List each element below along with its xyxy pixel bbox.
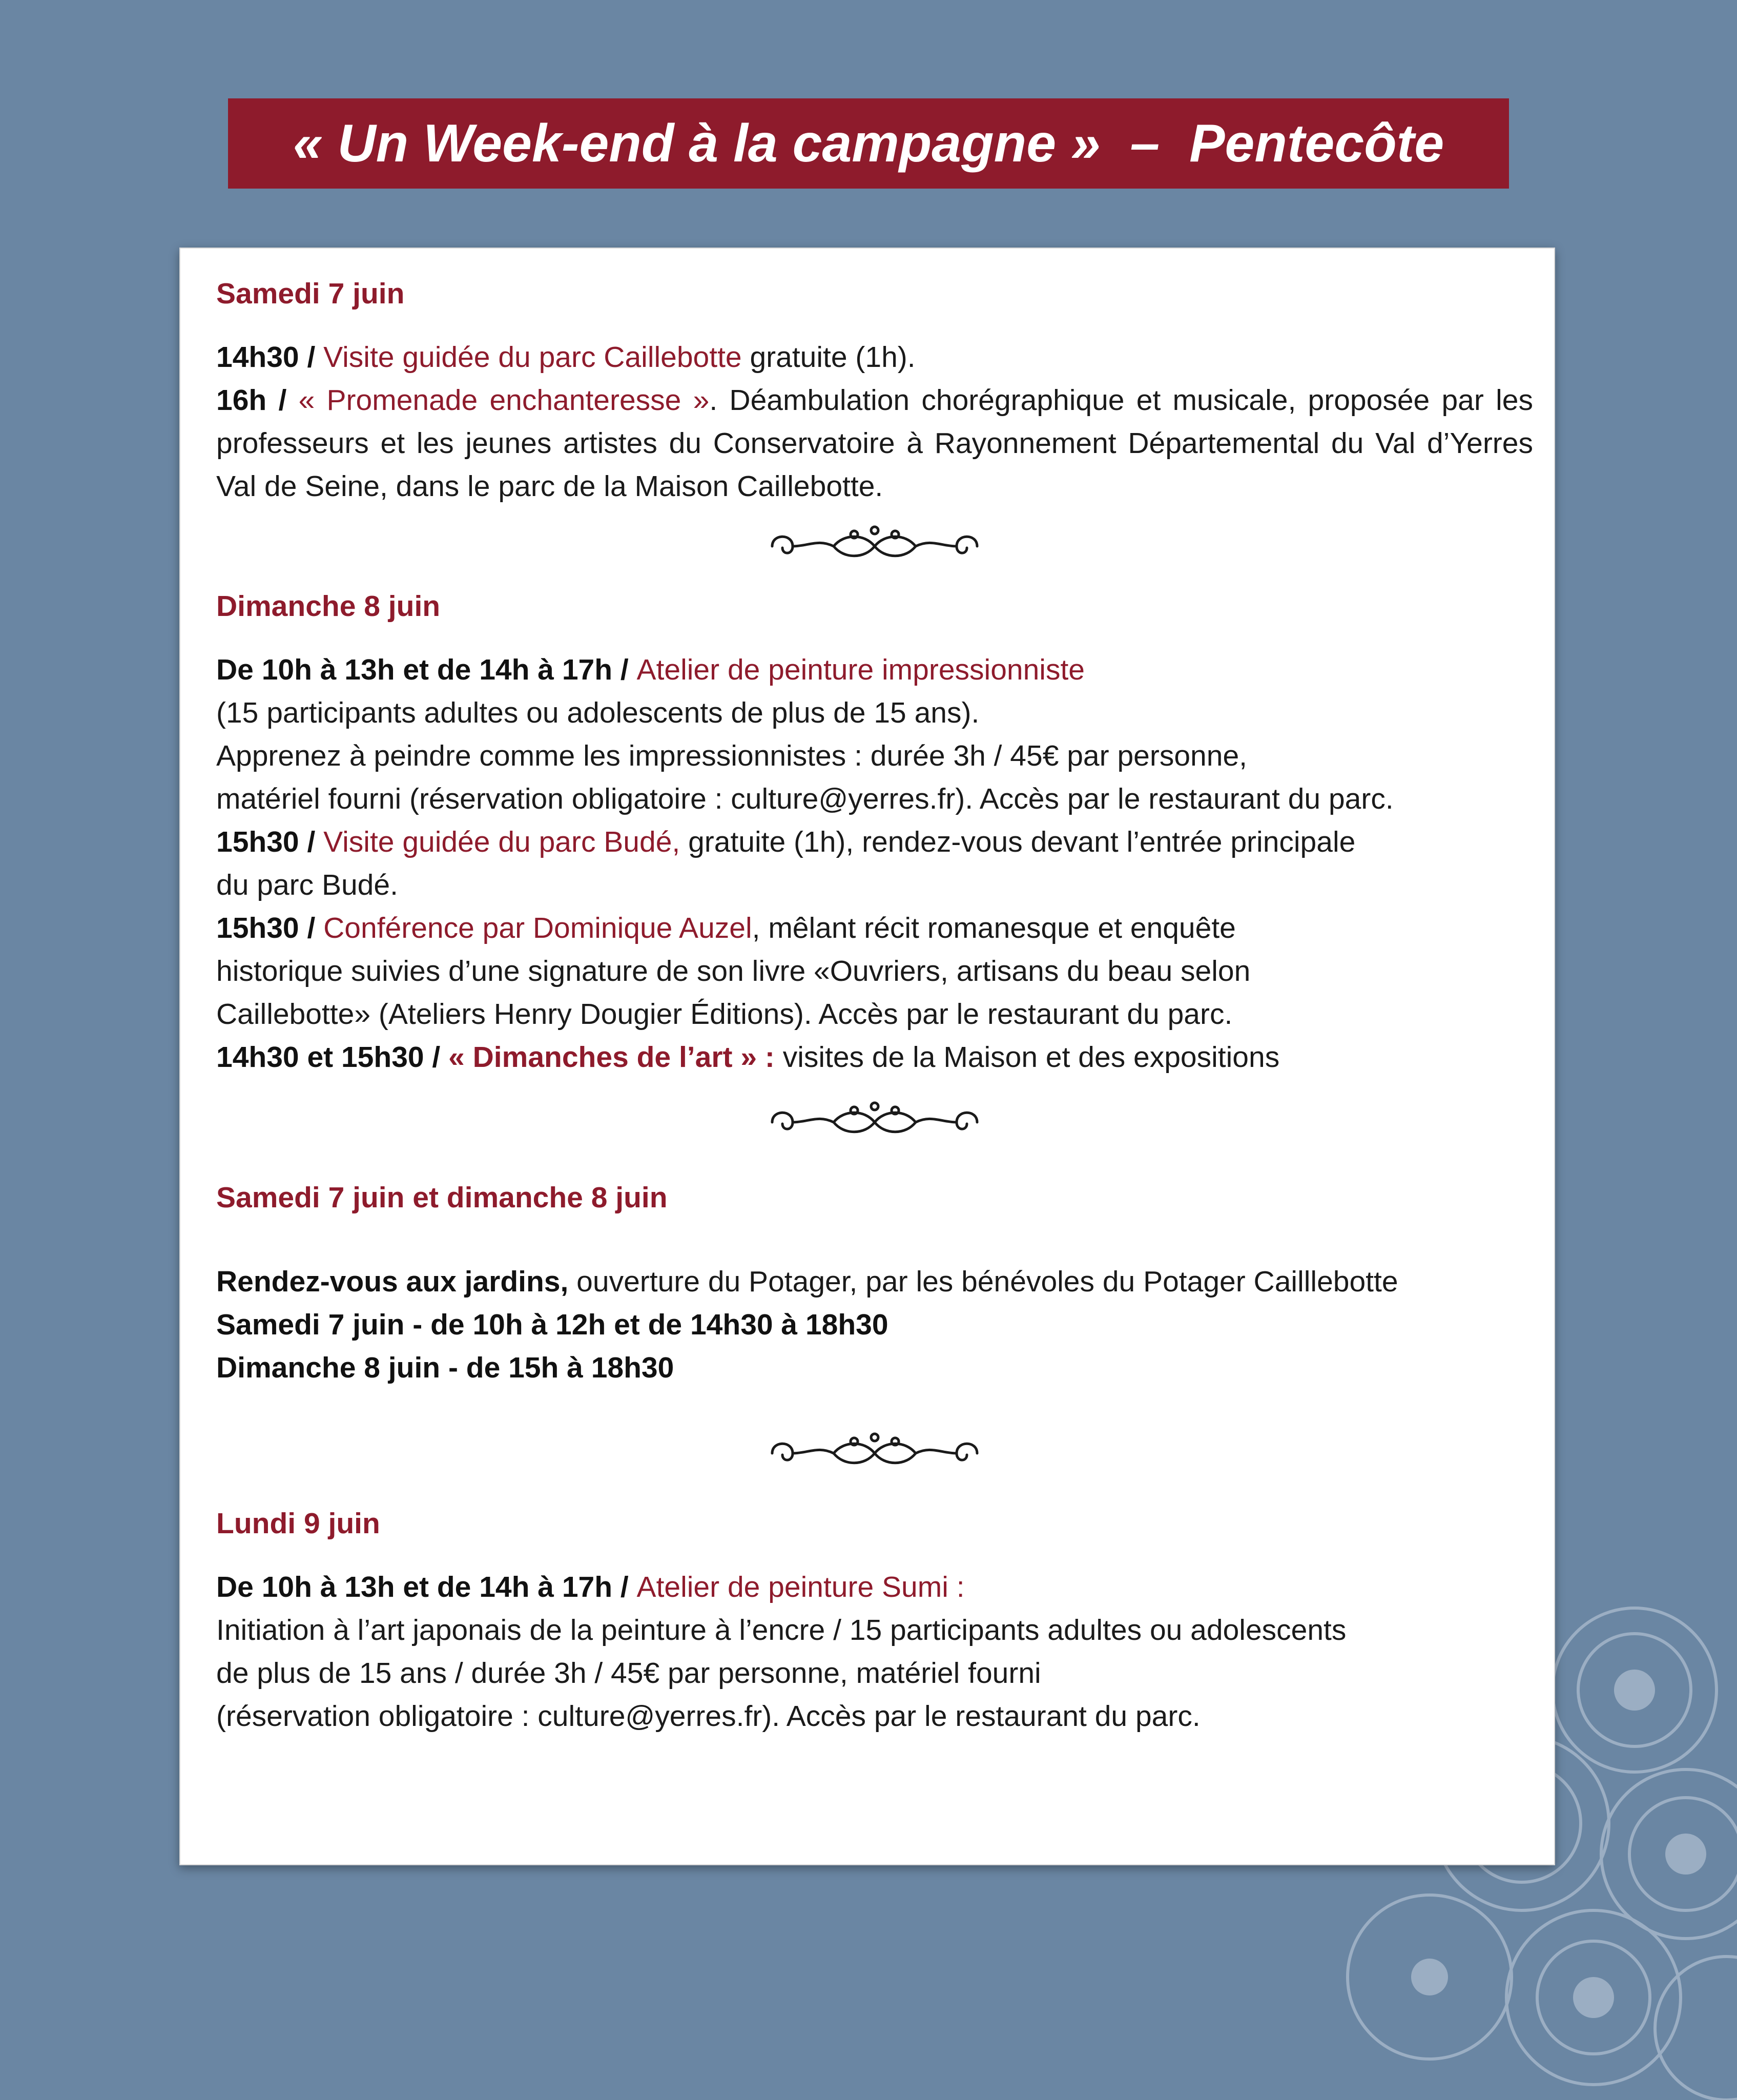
time-label: De 10h à 13h et de 14h à 17h / xyxy=(216,1571,637,1603)
program-card xyxy=(179,248,1555,1865)
event-title: Conférence par Dominique Auzel xyxy=(323,912,752,944)
time-label: 15h30 / xyxy=(216,912,324,944)
time-label: De 10h à 13h et de 14h à 17h / xyxy=(216,653,637,686)
event-detail: (réservation obligatoire : culture@yerres.fr). Accès par le restaurant du parc. xyxy=(216,1700,1201,1733)
event-detail: Initiation à l’art japonais de la peinture à l’encre / 15 participants adultes ou adolescents xyxy=(216,1614,1347,1646)
event-detail: Apprenez à peindre comme les impressionnistes : durée 3h / 45€ par personne, xyxy=(216,739,1247,772)
event-title: Atelier de peinture impressionniste xyxy=(636,653,1085,686)
program-content xyxy=(216,272,1533,1738)
time-label: 16h / xyxy=(216,384,299,417)
saturday-line-1 xyxy=(216,336,1533,379)
event-detail: (15 participants adultes ou adolescents de plus de 15 ans). xyxy=(216,696,980,729)
gardens-event xyxy=(216,1260,1533,1389)
page-title: « Un Week-end à la campagne » – Pentecôte xyxy=(293,113,1444,173)
sunday-workshop xyxy=(216,648,1533,820)
event-detail: gratuite (1h), rendez-vous devant l’entrée principale xyxy=(680,826,1356,858)
event-title: Visite guidée du parc Caillebotte xyxy=(323,341,742,374)
flourish-divider-3 xyxy=(216,1430,1533,1476)
event-detail: de plus de 15 ans / durée 3h / 45€ par personne, matériel fourni xyxy=(216,1657,1041,1690)
event-title: Visite guidée du parc Budé, xyxy=(323,826,680,858)
event-detail: ouverture du Potager, par les bénévoles du Potager Cailllebotte xyxy=(568,1265,1398,1298)
event-detail: visites de la Maison et des expositions xyxy=(774,1041,1280,1074)
event-detail: historique suivies d’une signature de son livre «Ouvriers, artisans du beau selon xyxy=(216,955,1251,987)
flourish-divider-1 xyxy=(216,523,1533,569)
event-title: « Promenade enchanteresse » xyxy=(298,384,710,417)
event-title: Rendez-vous aux jardins, xyxy=(216,1265,569,1298)
time-label: 14h30 / xyxy=(216,341,324,374)
event-detail: Caillebotte» (Ateliers Henry Dougier Éditions). Accès par le restaurant du parc. xyxy=(216,998,1233,1031)
section-heading-saturday: Samedi 7 juin xyxy=(216,277,405,310)
event-detail: matériel fourni (réservation obligatoire : culture@yerres.fr). Accès par le restaurant du parc. xyxy=(216,783,1394,815)
event-title: Atelier de peinture Sumi : xyxy=(636,1571,965,1603)
flourish-divider-2 xyxy=(216,1099,1533,1145)
event-title: « Dimanches de l’art » : xyxy=(448,1041,775,1074)
sunday-bude-visit xyxy=(216,820,1533,907)
time-label: 15h30 / xyxy=(216,826,324,858)
saturday-line-2 xyxy=(216,379,1533,508)
event-detail: . Déambulation chorégraphique et musicale, proposée par les professeurs et les jeunes artistes du Conservatoire à Rayonnement Départemental du Val d’Yerres Val de Seine, dans le parc de la Maison Caillebotte. xyxy=(216,384,1533,503)
sunday-conference xyxy=(216,907,1533,1036)
sunday-art-visits xyxy=(216,1036,1533,1079)
event-detail: du parc Budé. xyxy=(216,869,398,901)
section-heading-monday: Lundi 9 juin xyxy=(216,1507,380,1540)
section-heading-weekend: Samedi 7 juin et dimanche 8 juin xyxy=(216,1181,668,1214)
monday-workshop xyxy=(216,1566,1533,1738)
event-detail: gratuite (1h). xyxy=(741,341,916,374)
title-banner xyxy=(228,98,1509,189)
section-heading-sunday: Dimanche 8 juin xyxy=(216,590,441,623)
event-detail: , mêlant récit romanesque et enquête xyxy=(752,912,1236,944)
sunday-hours: Dimanche 8 juin - de 15h à 18h30 xyxy=(216,1351,674,1384)
saturday-hours: Samedi 7 juin - de 10h à 12h et de 14h30 à 18h30 xyxy=(216,1308,888,1341)
flourish-ornament-icon xyxy=(767,523,982,569)
flourish-ornament-icon xyxy=(767,1099,982,1145)
flourish-ornament-icon xyxy=(767,1430,982,1476)
time-label: 14h30 et 15h30 / xyxy=(216,1041,449,1074)
